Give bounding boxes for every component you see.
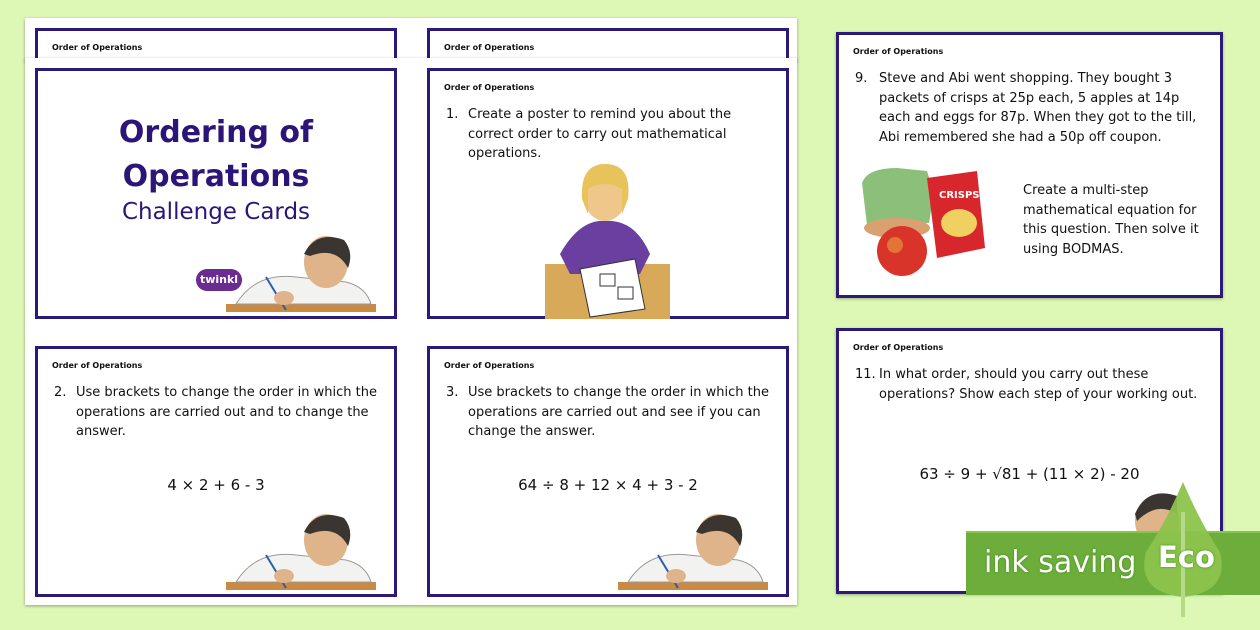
card-equation: 64 ÷ 8 + 12 × 4 + 3 - 2 xyxy=(518,476,698,494)
card-header: Order of Operations xyxy=(444,43,535,52)
card-header: Order of Operations xyxy=(52,43,143,52)
cover-subtitle: Challenge Cards xyxy=(121,199,311,225)
shopping-illustration xyxy=(857,163,992,278)
twinkl-logo: twinkl xyxy=(196,269,242,291)
card-question: Steve and Abi went shopping. They bought 3 packets of crisps at 25p each, 5 apples at 14p each and eggs for 87p. When they got to the till, Abi remembered she had a 50p off coupon. xyxy=(879,71,1197,145)
card-instruction: Create a multi-step mathematical equation for this question. Then solve it using BODMAS. xyxy=(1023,183,1199,257)
card-header: Order of Operations xyxy=(444,83,535,92)
girl-drawing-illustration xyxy=(540,159,670,319)
crisps-label: CRISPS xyxy=(939,190,980,201)
card-question: Use brackets to change the order in which the operations are carried out and to change the answer. xyxy=(76,385,377,439)
card-header: Order of Operations xyxy=(853,47,944,56)
card-equation: 4 × 2 + 6 - 3 xyxy=(167,476,265,494)
card-number: 1. xyxy=(446,107,459,122)
card-header: Order of Operations xyxy=(444,361,535,370)
boy-illustration xyxy=(226,232,376,314)
boy-illustration xyxy=(226,510,376,592)
card-number: 9. xyxy=(855,71,868,86)
cover-card xyxy=(35,68,397,319)
ink-saving-label: ink saving xyxy=(984,545,1137,580)
card-question: In what order, should you carry out these operations? Show each step of your working out. xyxy=(879,367,1198,402)
boy-illustration xyxy=(618,510,768,592)
cover-title: Ordering of Operations xyxy=(118,115,314,194)
challenge-card-3 xyxy=(427,346,789,597)
card-equation: 63 ÷ 9 + √81 + (11 × 2) - 20 xyxy=(919,465,1140,483)
card-number: 11. xyxy=(855,367,876,382)
card-header: Order of Operations xyxy=(853,343,944,352)
challenge-card-1 xyxy=(427,68,789,319)
challenge-card-2 xyxy=(35,346,397,597)
eco-label: Eco xyxy=(1158,540,1215,574)
card-header: Order of Operations xyxy=(52,361,143,370)
card-number: 2. xyxy=(54,385,67,400)
challenge-card-9 xyxy=(836,32,1223,298)
card-question: Create a poster to remind you about the correct order to carry out mathematical operations. xyxy=(468,107,732,161)
card-number: 3. xyxy=(446,385,459,400)
card-question: Use brackets to change the order in which the operations are carried out and see if you can change the answer. xyxy=(468,385,769,439)
